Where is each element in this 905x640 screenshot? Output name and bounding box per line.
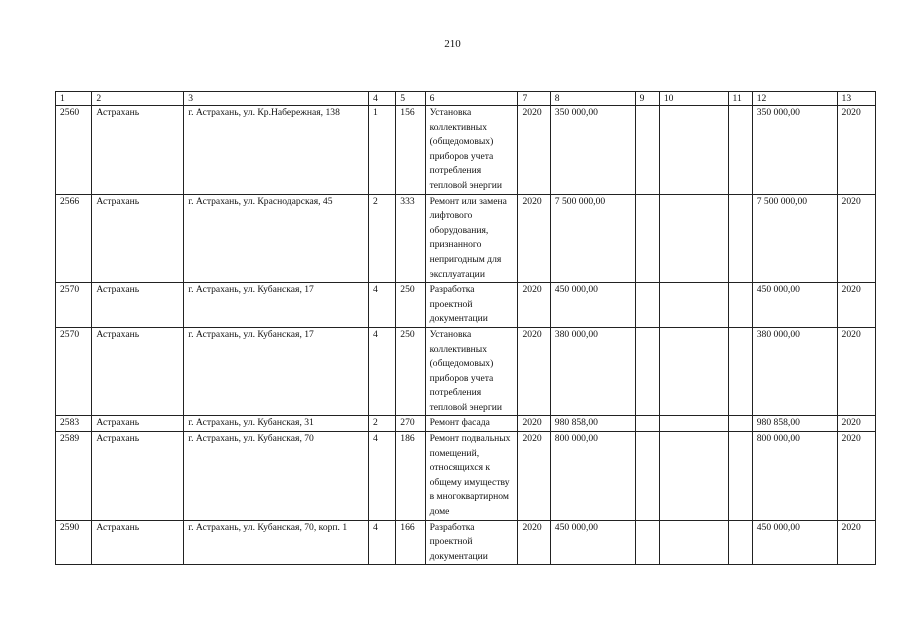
col4-value: 4	[369, 283, 396, 328]
fund-cost: 7 500 000,00	[752, 194, 837, 283]
column-header: 5	[396, 92, 425, 106]
column-header: 2	[92, 92, 184, 106]
record-number: 2560	[56, 106, 92, 195]
completion-year: 2020	[837, 106, 875, 195]
table-row	[56, 283, 876, 328]
year: 2020	[518, 520, 550, 565]
year: 2020	[518, 432, 550, 521]
column-header: 12	[752, 92, 837, 106]
work-type: Установка коллективных (общедомовых) приборов учета потребления тепловой энергии	[425, 327, 518, 416]
column-header: 7	[518, 92, 550, 106]
municipality: Астрахань	[92, 327, 184, 416]
completion-year: 2020	[837, 327, 875, 416]
column-header: 10	[659, 92, 728, 106]
work-type: Ремонт фасада	[425, 416, 518, 432]
col5-value: 250	[396, 327, 425, 416]
work-type: Ремонт или замена лифтового оборудования, признанного непригодным для эксплуатации	[425, 194, 518, 283]
column-header: 1	[56, 92, 92, 106]
record-number: 2589	[56, 432, 92, 521]
total-cost: 380 000,00	[550, 327, 635, 416]
record-number: 2590	[56, 520, 92, 565]
col4-value: 2	[369, 194, 396, 283]
address: г. Астрахань, ул. Кубанская, 70, корп. 1	[184, 520, 369, 565]
col4-value: 2	[369, 416, 396, 432]
column-header: 6	[425, 92, 518, 106]
municipality: Астрахань	[92, 432, 184, 521]
record-number: 2583	[56, 416, 92, 432]
address: г. Астрахань, ул. Кубанская, 31	[184, 416, 369, 432]
col4-value: 4	[369, 432, 396, 521]
year: 2020	[518, 106, 550, 195]
work-type: Разработка проектной документации	[425, 520, 518, 565]
table-row	[56, 106, 876, 195]
fund-cost: 350 000,00	[752, 106, 837, 195]
fund-cost: 450 000,00	[752, 283, 837, 328]
col10-value	[659, 283, 728, 328]
col11-value	[728, 520, 752, 565]
col5-value: 270	[396, 416, 425, 432]
municipality: Астрахань	[92, 194, 184, 283]
completion-year: 2020	[837, 432, 875, 521]
fund-cost: 450 000,00	[752, 520, 837, 565]
total-cost: 800 000,00	[550, 432, 635, 521]
address: г. Астрахань, ул. Кр.Набережная, 138	[184, 106, 369, 195]
year: 2020	[518, 194, 550, 283]
col9-value	[635, 283, 659, 328]
table-row	[56, 416, 876, 432]
col11-value	[728, 432, 752, 521]
col10-value	[659, 106, 728, 195]
table-row	[56, 432, 876, 521]
year: 2020	[518, 327, 550, 416]
address: г. Астрахань, ул. Кубанская, 17	[184, 283, 369, 328]
col11-value	[728, 106, 752, 195]
col11-value	[728, 416, 752, 432]
col11-value	[728, 283, 752, 328]
column-header: 3	[184, 92, 369, 106]
total-cost: 350 000,00	[550, 106, 635, 195]
column-header: 13	[837, 92, 875, 106]
col5-value: 156	[396, 106, 425, 195]
column-header: 4	[369, 92, 396, 106]
table-row	[56, 327, 876, 416]
col5-value: 333	[396, 194, 425, 283]
municipality: Астрахань	[92, 283, 184, 328]
table-row	[56, 520, 876, 565]
total-cost: 450 000,00	[550, 283, 635, 328]
year: 2020	[518, 416, 550, 432]
fund-cost: 800 000,00	[752, 432, 837, 521]
fund-cost: 380 000,00	[752, 327, 837, 416]
column-header: 8	[550, 92, 635, 106]
col10-value	[659, 194, 728, 283]
col9-value	[635, 432, 659, 521]
record-number: 2570	[56, 327, 92, 416]
fund-cost: 980 858,00	[752, 416, 837, 432]
col4-value: 4	[369, 327, 396, 416]
address: г. Астрахань, ул. Краснодарская, 45	[184, 194, 369, 283]
col9-value	[635, 194, 659, 283]
year: 2020	[518, 283, 550, 328]
total-cost: 450 000,00	[550, 520, 635, 565]
col9-value	[635, 416, 659, 432]
table-row	[56, 194, 876, 283]
work-type: Разработка проектной документации	[425, 283, 518, 328]
column-header: 11	[728, 92, 752, 106]
col10-value	[659, 327, 728, 416]
col5-value: 250	[396, 283, 425, 328]
completion-year: 2020	[837, 520, 875, 565]
column-header: 9	[635, 92, 659, 106]
col11-value	[728, 194, 752, 283]
municipality: Астрахань	[92, 520, 184, 565]
completion-year: 2020	[837, 283, 875, 328]
municipality: Астрахань	[92, 106, 184, 195]
address: г. Астрахань, ул. Кубанская, 17	[184, 327, 369, 416]
col10-value	[659, 520, 728, 565]
record-number: 2566	[56, 194, 92, 283]
completion-year: 2020	[837, 416, 875, 432]
col5-value: 166	[396, 520, 425, 565]
work-type: Ремонт подвальных помещений, относящихся к общему имуществу в многоквартирном доме	[425, 432, 518, 521]
work-type: Установка коллективных (общедомовых) приборов учета потребления тепловой энергии	[425, 106, 518, 195]
completion-year: 2020	[837, 194, 875, 283]
repair-program-table	[55, 91, 876, 565]
col10-value	[659, 416, 728, 432]
municipality: Астрахань	[92, 416, 184, 432]
col4-value: 1	[369, 106, 396, 195]
col9-value	[635, 520, 659, 565]
col5-value: 186	[396, 432, 425, 521]
total-cost: 980 858,00	[550, 416, 635, 432]
col9-value	[635, 327, 659, 416]
record-number: 2570	[56, 283, 92, 328]
header-row	[56, 92, 876, 106]
col11-value	[728, 327, 752, 416]
col4-value: 4	[369, 520, 396, 565]
col10-value	[659, 432, 728, 521]
total-cost: 7 500 000,00	[550, 194, 635, 283]
page-number: 210	[444, 38, 461, 50]
address: г. Астрахань, ул. Кубанская, 70	[184, 432, 369, 521]
col9-value	[635, 106, 659, 195]
